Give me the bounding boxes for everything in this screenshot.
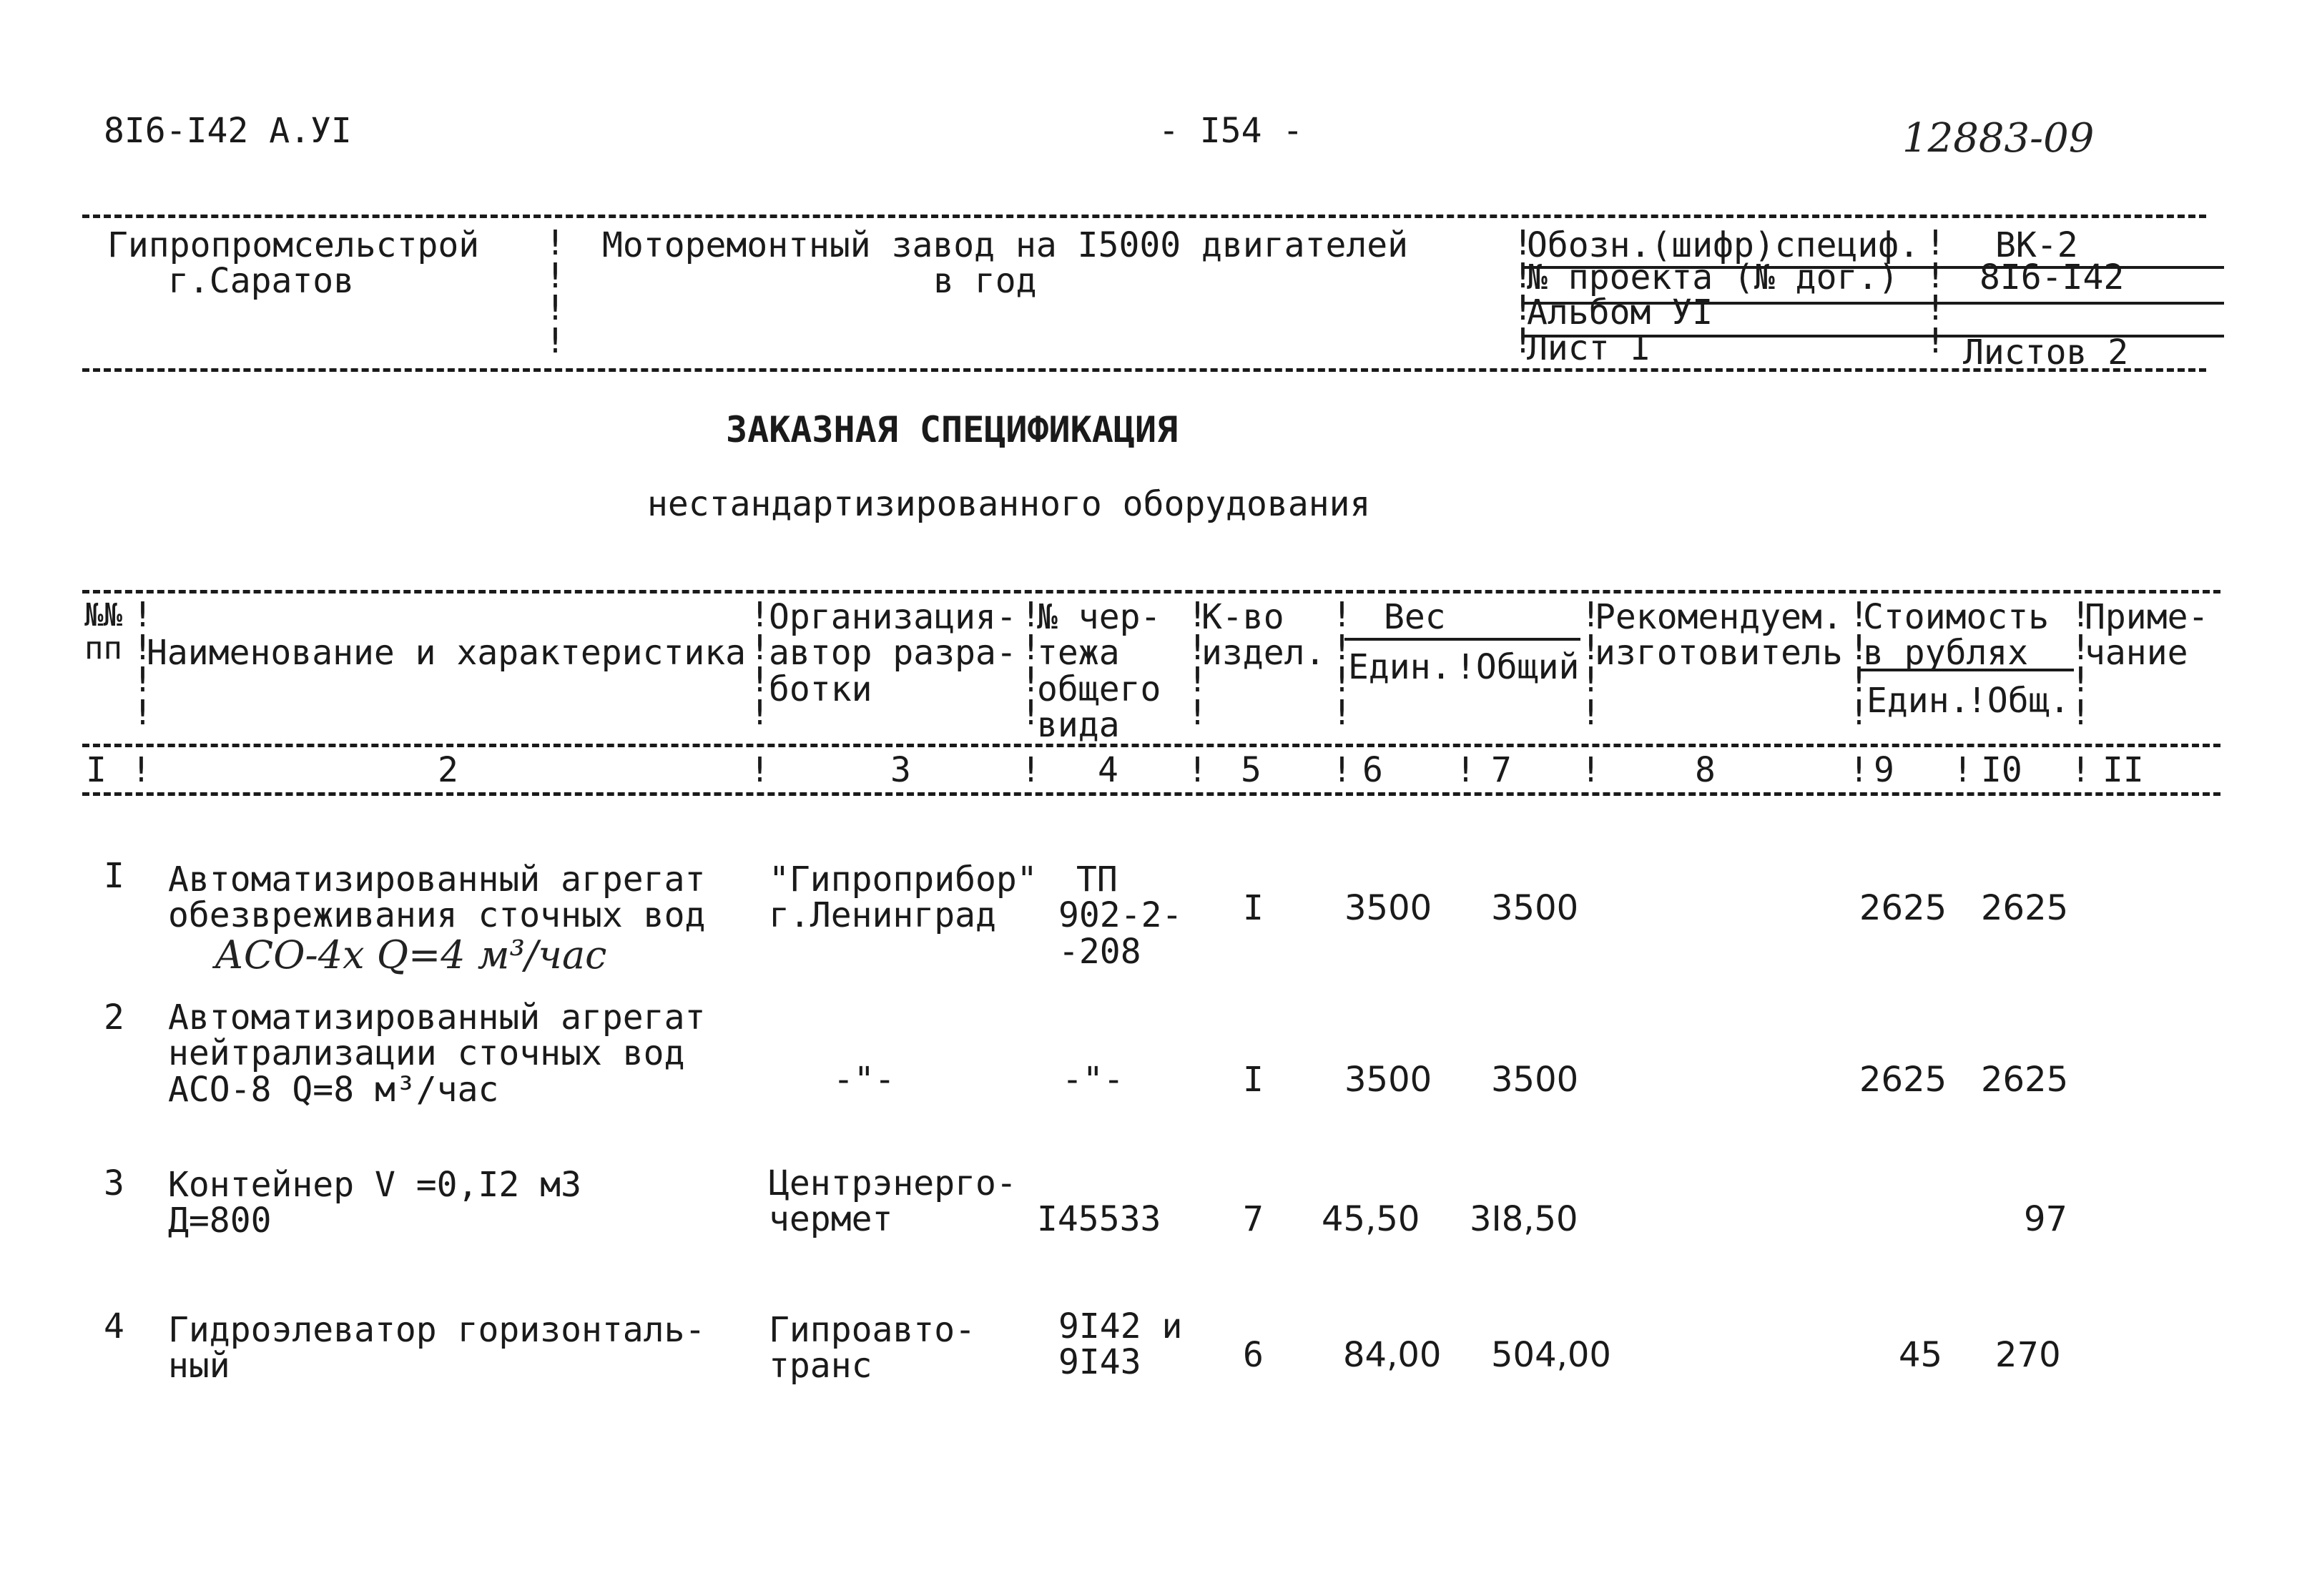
col-header-cost-total: !Общ. <box>1967 681 2070 721</box>
col-header-weight-unit: Един. <box>1348 647 1452 687</box>
row-weight-unit: 45,50 <box>1322 1199 1420 1239</box>
col-number-sep-4: ! <box>1020 750 1041 790</box>
header-separator-2: ! ! ! ! <box>1513 223 1533 361</box>
row-drawing: -"- <box>1062 1060 1124 1100</box>
row-qty: 6 <box>1243 1335 1264 1375</box>
page-number: - I54 - <box>1159 111 1304 151</box>
col-number-9: 9 <box>1874 750 1894 790</box>
col-header-cost-unit: Един. <box>1866 681 1970 721</box>
row-drawing: 9I42 и 9I43 <box>1058 1306 1183 1383</box>
col-separator-c: ! ! ! ! <box>1020 595 1041 733</box>
row-cost-total: 2625 <box>1981 888 2069 928</box>
row-name: Контейнер V =0,I2 м3 Д=800 <box>168 1165 581 1241</box>
document-subtitle: нестандартизированного оборудования <box>647 484 1371 524</box>
weight-subrule <box>1344 638 1580 641</box>
col-header-org: Организация- автор разра- ботки <box>769 597 1017 709</box>
row-number: 4 <box>104 1306 124 1346</box>
col-number-sep-3: ! <box>749 750 770 790</box>
row-cost-total: 97 <box>2024 1199 2068 1239</box>
col-separator-a: ! ! ! ! <box>132 595 153 733</box>
row-weight-unit: 84,00 <box>1343 1335 1442 1375</box>
col-separator-e: ! ! ! ! <box>1332 595 1352 733</box>
row-drawing: I45533 <box>1037 1199 1161 1239</box>
album-label: Альбом УI <box>1527 292 1713 332</box>
row-qty: I <box>1243 888 1264 928</box>
row-cost-total: 2625 <box>1981 1060 2069 1100</box>
col-number-4: 4 <box>1098 750 1118 790</box>
col-header-maker: Рекомендуем. изготовитель <box>1595 597 1843 674</box>
row-org: "Гипроприбор" г.Ленинград <box>769 859 1038 936</box>
row-number: I <box>104 856 124 896</box>
row-cost-unit: 45 <box>1899 1335 1943 1375</box>
col-header-qty: К-во издел. <box>1201 597 1326 674</box>
org-city: г.Саратов <box>168 261 355 301</box>
col-number-bottom-rule <box>82 792 2220 796</box>
row-weight-unit: 3500 <box>1344 888 1432 928</box>
table-header-bottom-rule <box>82 744 2220 747</box>
col-number-7: 7 <box>1491 750 1512 790</box>
row-drawing: ТП 902-2- -208 <box>1058 859 1183 972</box>
project-no-value: 8I6-I42 <box>1979 257 2125 297</box>
col-header-note: Приме- чание <box>2085 597 2209 674</box>
row-weight-total: 3500 <box>1491 1060 1579 1100</box>
row-weight-unit: 3500 <box>1344 1060 1432 1100</box>
row-number: 2 <box>104 998 124 1038</box>
col-number-sep-8: ! <box>1580 750 1601 790</box>
row-org: Гипроавто- транс <box>769 1310 975 1386</box>
col-number-3: 3 <box>890 750 911 790</box>
row-cost-unit: 2625 <box>1859 888 1947 928</box>
col-number-10: I0 <box>1981 750 2022 790</box>
col-number-6: 6 <box>1362 750 1383 790</box>
handwritten-inventory-number: 12883-09 <box>1902 115 2095 162</box>
row-name: Автоматизированный агрегат нейтрализации сточных вод АСО-8 Q=8 м³/час <box>168 998 706 1110</box>
col-header-no: №№ пп <box>84 597 122 667</box>
col-header-weight-total: !Общий <box>1455 647 1580 687</box>
col-header-cost: Стоимость в рублях <box>1863 597 2050 674</box>
spec-code-label: Обозн.(шифр)специф. <box>1527 225 1920 265</box>
col-separator-f: ! ! ! ! <box>1580 595 1601 733</box>
row-qty: 7 <box>1243 1199 1264 1239</box>
col-number-11: II <box>2102 750 2144 790</box>
col-number-sep-9: ! <box>1849 750 1869 790</box>
project-name-line2: в год <box>933 261 1037 301</box>
col-header-name: Наименование и характеристика <box>147 633 747 673</box>
row-cost-unit: 2625 <box>1859 1060 1947 1100</box>
project-no-label: № проекта (№ дог.) <box>1527 257 1899 297</box>
meta-separator: ! ! ! ! <box>1925 223 1946 361</box>
col-number-1: I <box>86 750 107 790</box>
col-number-sep-10: ! <box>1952 750 1973 790</box>
row-weight-total: 3500 <box>1491 888 1579 928</box>
document-title: ЗАКАЗНАЯ СПЕЦИФИКАЦИЯ <box>726 409 1179 450</box>
project-name: Моторемонтный завод на I5000 двигателей <box>602 225 1409 265</box>
col-number-5: 5 <box>1241 750 1261 790</box>
row-number: 3 <box>104 1163 124 1203</box>
header-separator-1: ! ! ! ! <box>545 223 566 361</box>
row-org: -"- <box>833 1060 895 1100</box>
row-qty: I <box>1243 1060 1264 1100</box>
col-header-drawing: № чер- тежа общего вида <box>1037 597 1161 746</box>
col-separator-b: ! ! ! ! <box>749 595 770 733</box>
col-number-sep-6: ! <box>1332 750 1352 790</box>
sheets-count: Листов 2 <box>1963 332 2129 373</box>
cost-subrule <box>1859 669 2074 671</box>
row-weight-total: 504,00 <box>1491 1335 1611 1375</box>
spec-code-value: ВК-2 <box>1995 225 2078 265</box>
col-number-sep-5: ! <box>1187 750 1208 790</box>
header-top-rule <box>82 215 2206 218</box>
col-separator-d: ! ! ! ! <box>1187 595 1208 733</box>
table-top-rule <box>82 590 2220 593</box>
col-separator-h: ! ! ! ! <box>2070 595 2091 733</box>
row-weight-total: 3I8,50 <box>1470 1199 1578 1239</box>
row-name-handwritten: АСО-4х Q=4 м³/час <box>215 932 607 977</box>
document-code: 8I6-I42 А.УI <box>104 111 352 151</box>
col-number-sep-7: ! <box>1455 750 1476 790</box>
col-number-8: 8 <box>1695 750 1716 790</box>
row-name: Гидроэлеватор горизонталь- ный <box>168 1310 706 1386</box>
col-separator-g: ! ! ! ! <box>1849 595 1869 733</box>
header-bottom-rule <box>82 368 2206 372</box>
col-number-sep-11: ! <box>2070 750 2091 790</box>
row-name: Автоматизированный агрегат обезвреживания сточных вод <box>168 859 706 936</box>
row-org: Центрэнерго- чермет <box>769 1163 1017 1240</box>
col-number-separators: ! <box>131 750 152 790</box>
col-header-weight: Вес <box>1384 597 1446 637</box>
col-number-2: 2 <box>438 750 458 790</box>
org-name: Гипропромсельстрой <box>107 225 480 265</box>
sheet-label: Лист I <box>1527 328 1651 368</box>
row-cost-total: 270 <box>1995 1335 2061 1375</box>
